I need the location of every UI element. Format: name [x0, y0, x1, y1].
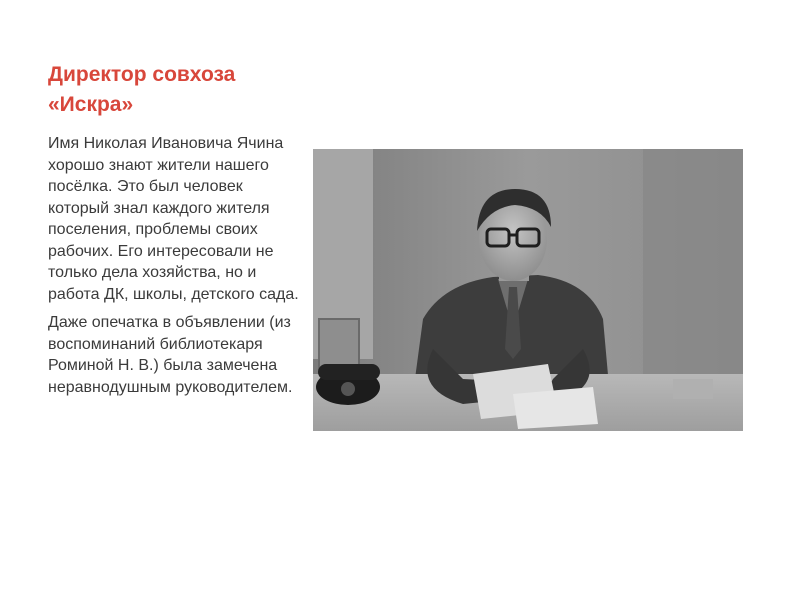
director-photo-image [313, 149, 743, 431]
director-photo [313, 149, 743, 431]
slide-body-text [48, 133, 300, 405]
title-line-2: «Искра» [48, 93, 134, 116]
paragraph-2: Даже опечатка в объявлении (из воспоминаний библиотекаря Роминой Н. В.) была замечена неравнодушным руководителем. [48, 314, 293, 396]
paragraph-1: Имя Николая Ивановича Ячина хорошо знают жители нашего посёлка. Это был человек который знал каждого жителя поселения, проблемы своих рабочих. Его интересовали не только дела хозяйства, но и работа ДК, школы, детского сада. [48, 135, 299, 303]
slide-title [48, 60, 318, 120]
title-line-1: Директор совхоза [48, 63, 236, 86]
